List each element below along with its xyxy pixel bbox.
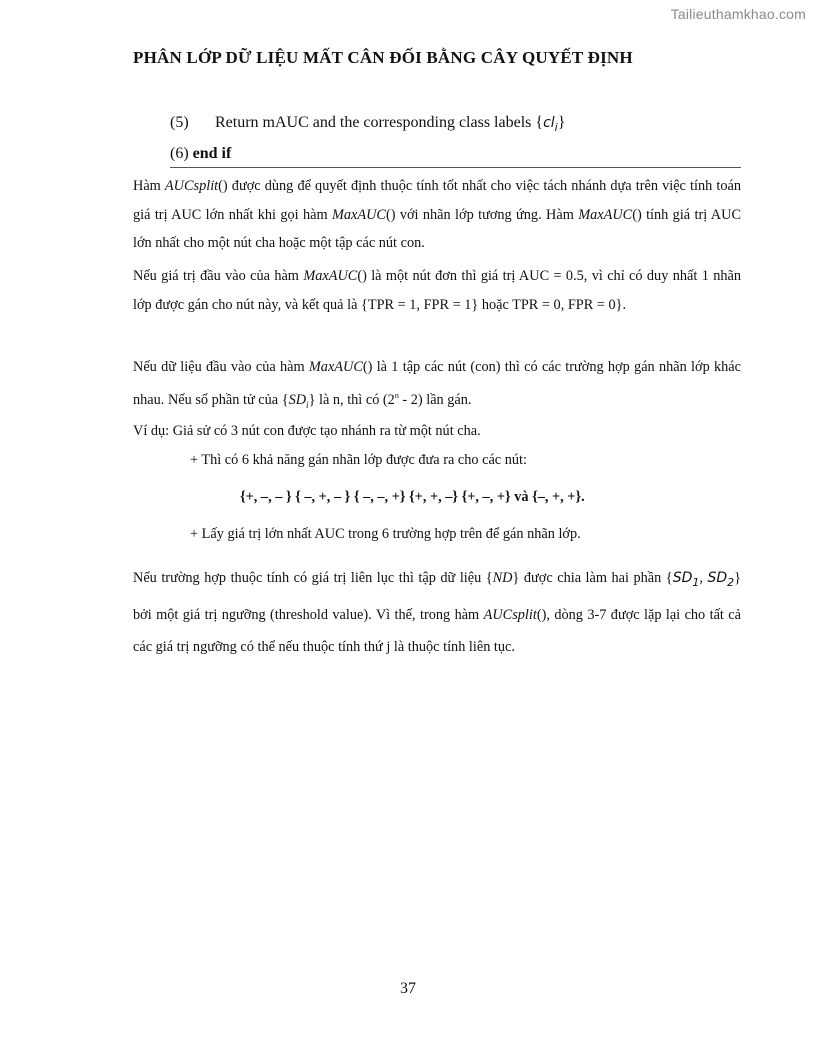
- function-name: AUCsplit: [164, 178, 219, 194]
- step-number: (5): [170, 114, 189, 131]
- function-name: MaxAUC: [578, 206, 633, 223]
- page-number: 37: [400, 980, 416, 997]
- text: () là một nút đơn thì giá trị AUC = 0.5, vì chỉ có duy nhất 1 nhãn lớp được gán cho nút này, và kết quả là {TPR = 1, FPR = 1} hoặc TPR = 0, FPR = 0}.: [133, 268, 742, 313]
- text: () là 1 tập các nút (con) thì có các trường hợp gán nhãn lớp khác nhau. Nếu số phần tử của {: [133, 359, 741, 408]
- class-label-subscript: i: [554, 121, 558, 135]
- text: Nếu dữ liệu đầu vào của hàm: [133, 359, 309, 375]
- text: } được chia làm hai phần {: [512, 570, 673, 586]
- function-name: MaxAUC: [303, 268, 358, 284]
- variable: ND: [492, 570, 513, 586]
- watermark: Tailieuthamkhao.com: [670, 6, 806, 22]
- page-title: PHÂN LỚP DỮ LIỆU MẤT CÂN ĐỐI BẰNG CÂY QUYẾT ĐỊNH: [133, 48, 633, 67]
- example-line: Ví dụ: Giả sử có 3 nút con được tạo nhánh ra từ một nút cha.: [133, 423, 481, 439]
- text: Nếu giá trị đầu vào của hàm: [133, 268, 304, 284]
- text: - 2) lần gán.: [398, 391, 472, 408]
- paragraph-node-set: [133, 353, 741, 419]
- label-sets: {+, –, – } { –, +, – } { –, –, +} {+, +, –} {+, –, +} và {–, +, +}.: [240, 489, 585, 505]
- step-text-close: }: [557, 114, 566, 131]
- paragraph-single-node: [133, 262, 741, 319]
- text: ,: [699, 570, 703, 586]
- variable: SD: [288, 391, 307, 408]
- class-label-math: cl: [543, 115, 555, 131]
- bullet-1: + Thì có 6 khả năng gán nhãn lớp được đưa ra cho các nút:: [190, 452, 527, 468]
- text: (), dòng 3-7 được lặp lại cho tất cả các giá trị ngưỡng có thể nếu thuộc tính thứ j là thuộc tính liên tục.: [133, 606, 741, 655]
- variable-subscript: i: [306, 399, 309, 410]
- text: } là n, thì có (2: [308, 391, 395, 408]
- algorithm-divider: [170, 167, 741, 168]
- variable-subscript: 2: [727, 575, 735, 589]
- text: () tính giá trị AUC lớn nhất cho một nút cha hoặc một tập các nút con.: [133, 206, 741, 251]
- step-number: (6): [170, 145, 189, 162]
- paragraph-threshold: [133, 562, 741, 663]
- text: Nếu trường hợp thuộc tính có giá trị liên lục thì tập dữ liệu {: [133, 570, 493, 586]
- variable-math: SD: [707, 570, 728, 586]
- text: () với nhãn lớp tương ứng. Hàm: [385, 206, 579, 223]
- text: Hàm: [133, 178, 165, 194]
- function-name: MaxAUC: [331, 206, 386, 223]
- paragraph-aucsplit: [133, 172, 741, 258]
- function-name: AUCsplit: [483, 606, 537, 623]
- function-name: MaxAUC: [308, 359, 363, 375]
- variable-subscript: 1: [692, 575, 700, 589]
- text: } bởi một giá trị ngưỡng (threshold value). Vì thế, trong hàm: [133, 570, 742, 623]
- bullet-2: + Lấy giá trị lớn nhất AUC trong 6 trường hợp trên để gán nhãn lớp.: [190, 526, 581, 542]
- algorithm-step-5: [170, 114, 565, 134]
- step-text: Return mAUC and the corresponding class labels {: [215, 114, 544, 131]
- variable-math: SD: [672, 570, 693, 586]
- algorithm-step-6: [170, 145, 231, 163]
- superscript: n: [394, 390, 399, 400]
- step-keyword: end if: [192, 145, 232, 162]
- text: () được dùng để quyết định thuộc tính tốt nhất cho việc tách nhánh dựa trên việc tính toán giá trị AUC lớn nhất khi gọi hàm: [133, 178, 741, 223]
